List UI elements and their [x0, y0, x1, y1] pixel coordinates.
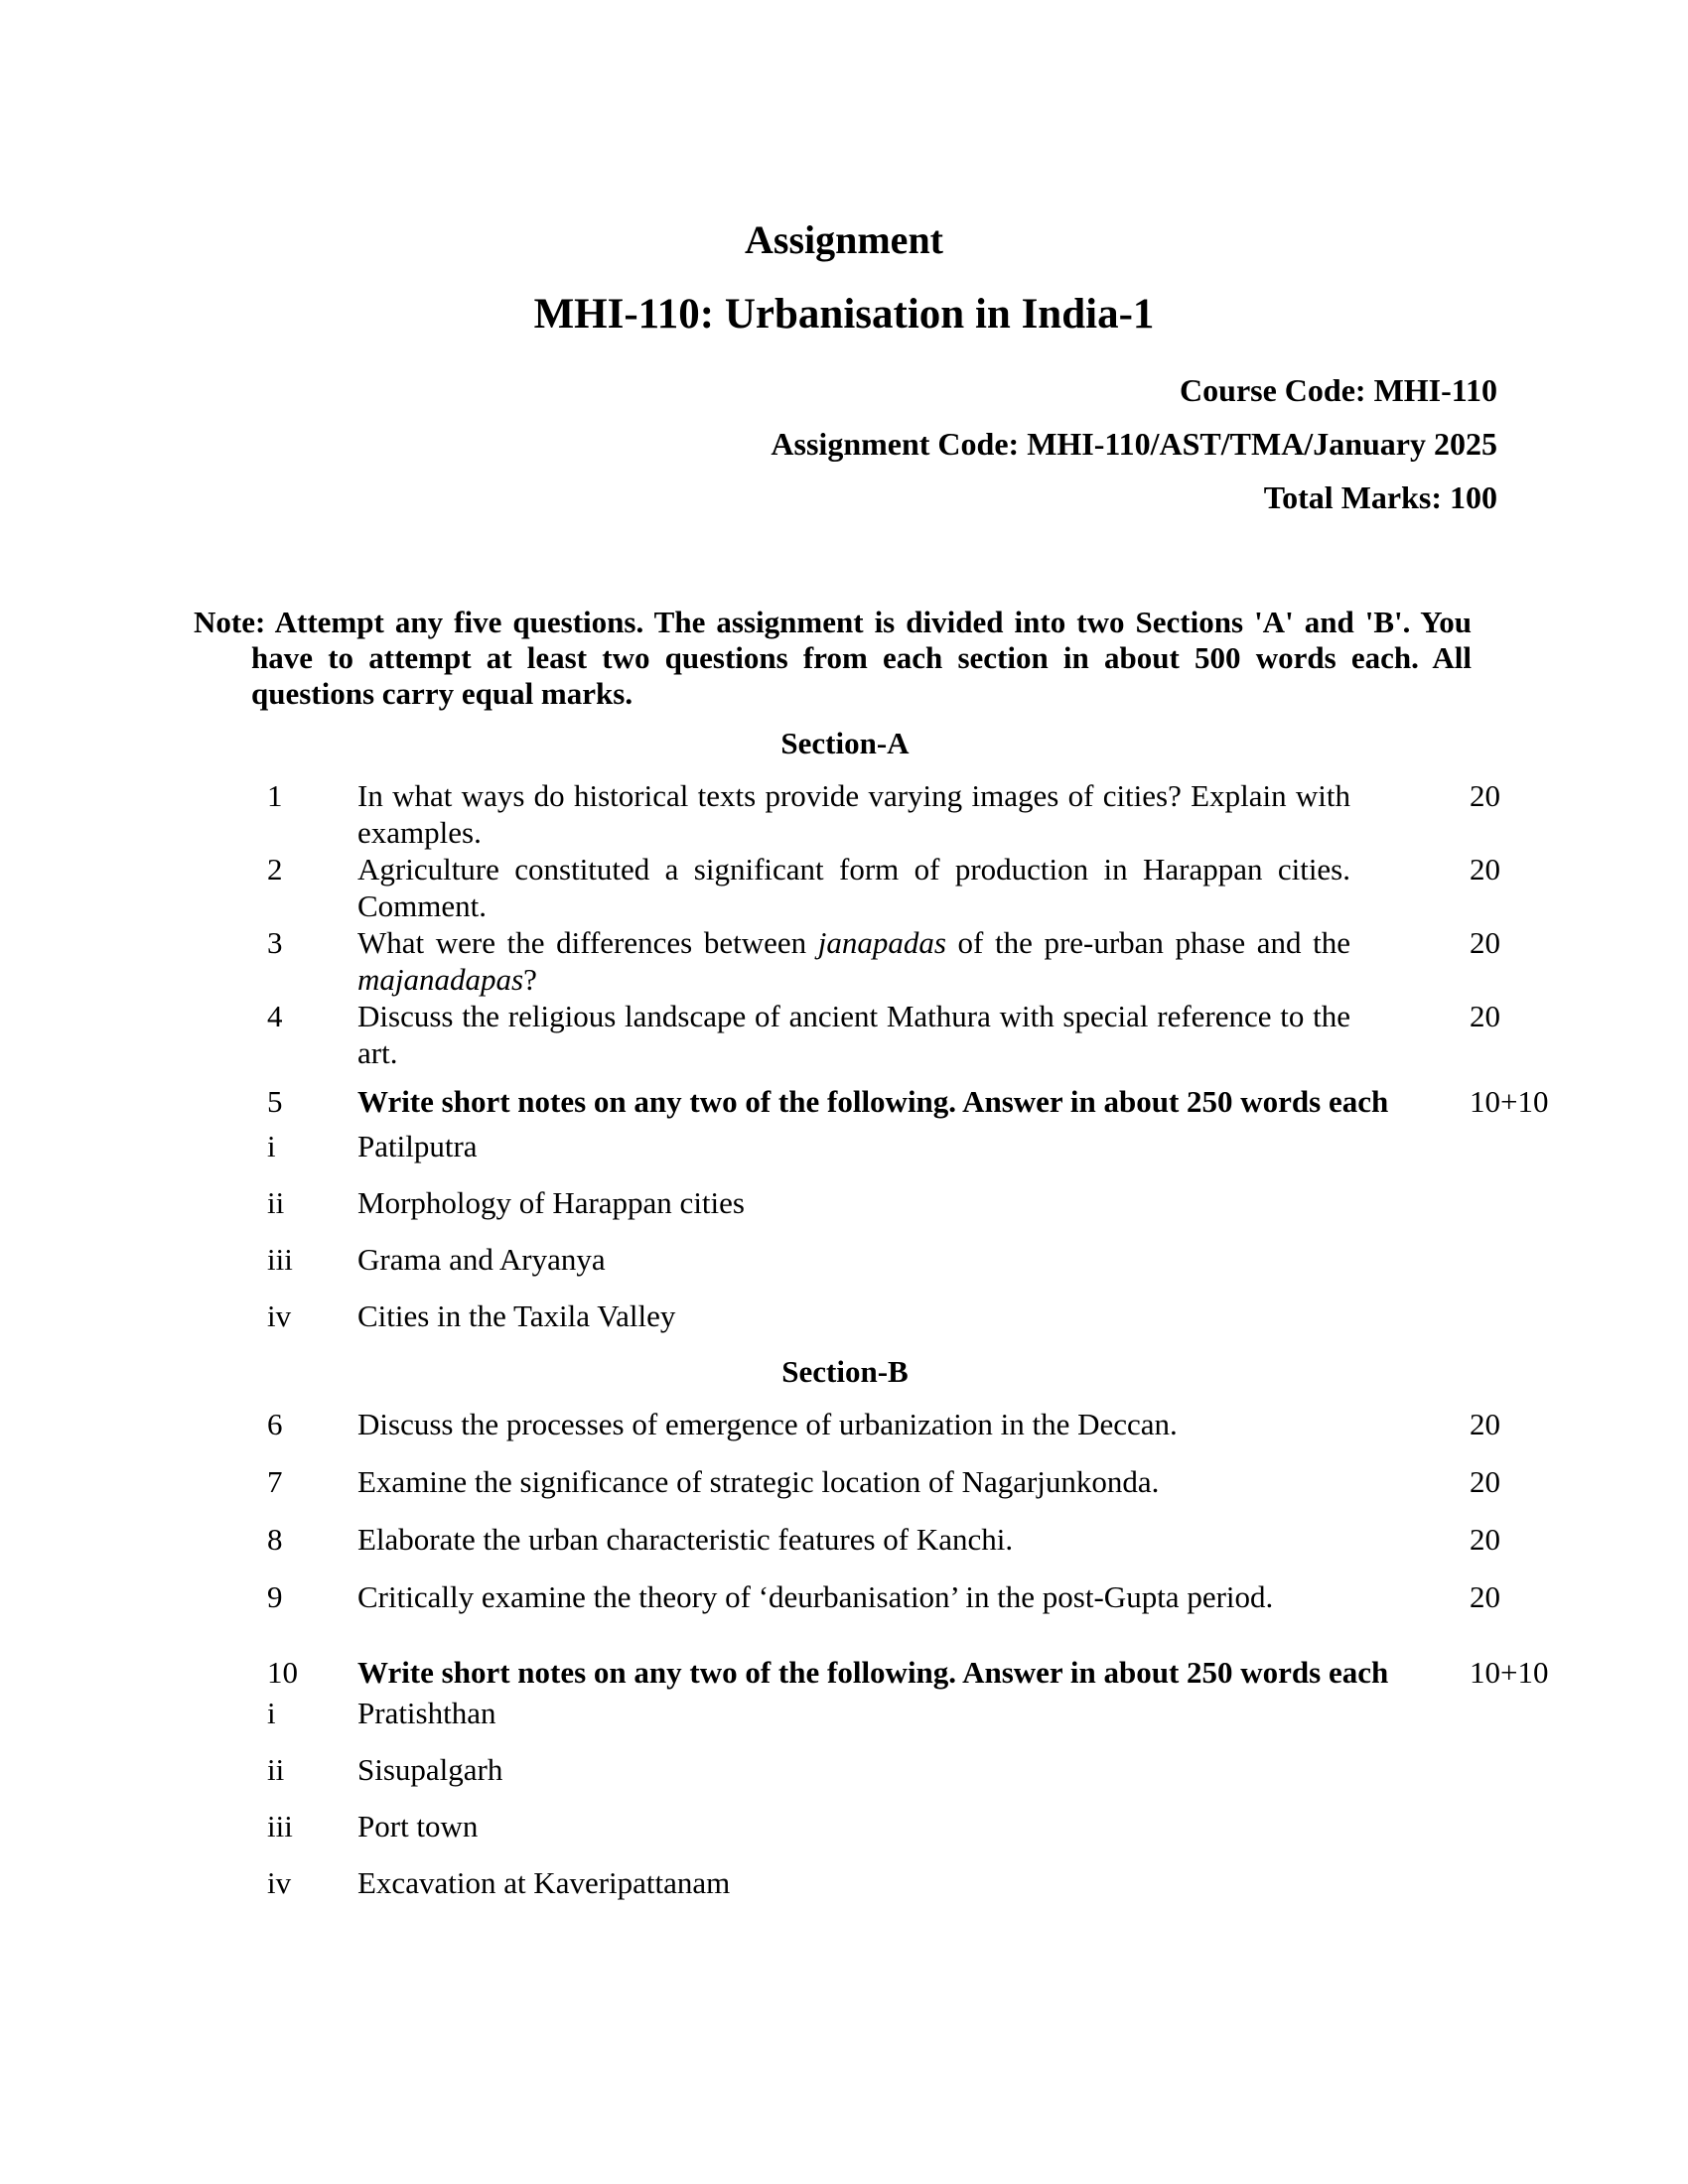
question-3 [267, 924, 1542, 998]
subitem-text: Port town [357, 1809, 479, 1843]
subitem-number: i [267, 1129, 276, 1163]
subitem-text: Pratishthan [357, 1696, 496, 1730]
question-marks: 10+10 [1470, 1084, 1549, 1119]
subitem-text: Sisupalgarh [357, 1752, 503, 1787]
question-marks: 20 [1470, 925, 1500, 960]
note-label: Note: [194, 605, 266, 639]
question-text-italic: janapadas [817, 925, 946, 960]
question-5 [267, 1083, 1549, 1120]
note-body: Attempt any five questions. The assignment is divided into two Sections 'A' and 'B'. You have to attempt at least two questions from each section in about 500 words each. All questions carry equal marks. [251, 605, 1472, 711]
question-marks: 20 [1470, 778, 1500, 813]
question-number: 7 [267, 1464, 283, 1499]
subitem-text: Excavation at Kaveripattanam [357, 1865, 731, 1900]
question-marks: 20 [1470, 852, 1500, 887]
question-7 [267, 1463, 1542, 1500]
question-9 [267, 1578, 1542, 1615]
subitem-a-i [267, 1128, 1542, 1164]
question-text: Critically examine the theory of ‘deurbanisation’ in the post-Gupta period. [357, 1579, 1274, 1614]
question-marks: 20 [1470, 1407, 1500, 1441]
question-text: Examine the significance of strategic location of Nagarjunkonda. [357, 1464, 1160, 1499]
subitem-number: ii [267, 1752, 285, 1787]
question-2 [267, 851, 1542, 924]
subitem-b-ii [267, 1751, 1542, 1788]
question-text: Discuss the processes of emergence of urbanization in the Deccan. [357, 1407, 1178, 1441]
subitem-a-iii [267, 1241, 1542, 1278]
subitem-text: Grama and Aryanya [357, 1242, 606, 1277]
subitem-text: Patilputra [357, 1129, 478, 1163]
assignment-code: Assignment Code: MHI-110/AST/TMA/January 2025 [771, 426, 1497, 462]
subitem-b-iii [267, 1808, 1542, 1844]
question-marks: 20 [1470, 1579, 1500, 1614]
total-marks: Total Marks: 100 [1263, 479, 1497, 515]
question-4 [267, 998, 1542, 1071]
note [194, 605, 1472, 712]
question-number: 1 [267, 778, 283, 813]
question-8 [267, 1521, 1542, 1558]
question-text-part: of the pre-urban phase and the [945, 925, 1350, 960]
question-text: Agriculture constituted a significant form of production in Harappan cities. Comment. [357, 852, 1350, 923]
question-number: 10 [267, 1655, 298, 1690]
question-text: In what ways do historical texts provide varying images of cities? Explain with examples. [357, 778, 1350, 850]
question-1 [267, 777, 1542, 851]
section-a-heading: Section-A [780, 726, 910, 760]
subitem-b-i [267, 1695, 1542, 1731]
question-marks: 20 [1470, 1464, 1500, 1499]
subitem-number: iii [267, 1809, 293, 1843]
question-marks: 10+10 [1470, 1655, 1549, 1690]
question-list [267, 725, 1549, 1901]
subitem-b-iv [267, 1864, 1542, 1901]
doc-title: Assignment [744, 217, 944, 262]
question-10 [267, 1654, 1549, 1691]
subitem-text: Morphology of Harappan cities [357, 1185, 745, 1220]
subitem-number: iii [267, 1242, 293, 1277]
question-number: 5 [267, 1084, 283, 1119]
question-text: Write short notes on any two of the following. Answer in about 250 words each [357, 1084, 1389, 1119]
subitem-number: i [267, 1696, 276, 1730]
question-text [357, 924, 1350, 998]
question-text: Write short notes on any two of the following. Answer in about 250 words each [357, 1655, 1389, 1690]
question-number: 9 [267, 1579, 283, 1614]
question-number: 3 [267, 925, 283, 960]
subitem-number: ii [267, 1185, 285, 1220]
doc-subtitle: MHI-110: Urbanisation in India-1 [533, 291, 1155, 338]
subitem-a-ii [267, 1184, 1542, 1221]
question-text-italic: majanadapas [357, 962, 524, 997]
question-number: 2 [267, 852, 283, 887]
question-text-part: What were the differences between [357, 925, 818, 960]
course-code: Course Code: MHI-110 [1180, 372, 1497, 408]
question-text: Elaborate the urban characteristic features of Kanchi. [357, 1522, 1014, 1557]
question-number: 4 [267, 999, 283, 1033]
question-text: Discuss the religious landscape of ancient Mathura with special reference to the art. [357, 999, 1350, 1070]
question-text-part: ? [523, 962, 537, 997]
subitem-a-iv [267, 1297, 1542, 1334]
header-info [771, 363, 1497, 524]
subitem-text: Cities in the Taxila Valley [357, 1298, 676, 1333]
subitem-number: iv [267, 1298, 292, 1333]
question-number: 6 [267, 1407, 283, 1441]
question-number: 8 [267, 1522, 283, 1557]
section-b-heading: Section-B [781, 1354, 909, 1389]
question-6 [267, 1406, 1542, 1442]
question-marks: 20 [1470, 999, 1500, 1033]
subitem-number: iv [267, 1865, 292, 1900]
question-marks: 20 [1470, 1522, 1500, 1557]
